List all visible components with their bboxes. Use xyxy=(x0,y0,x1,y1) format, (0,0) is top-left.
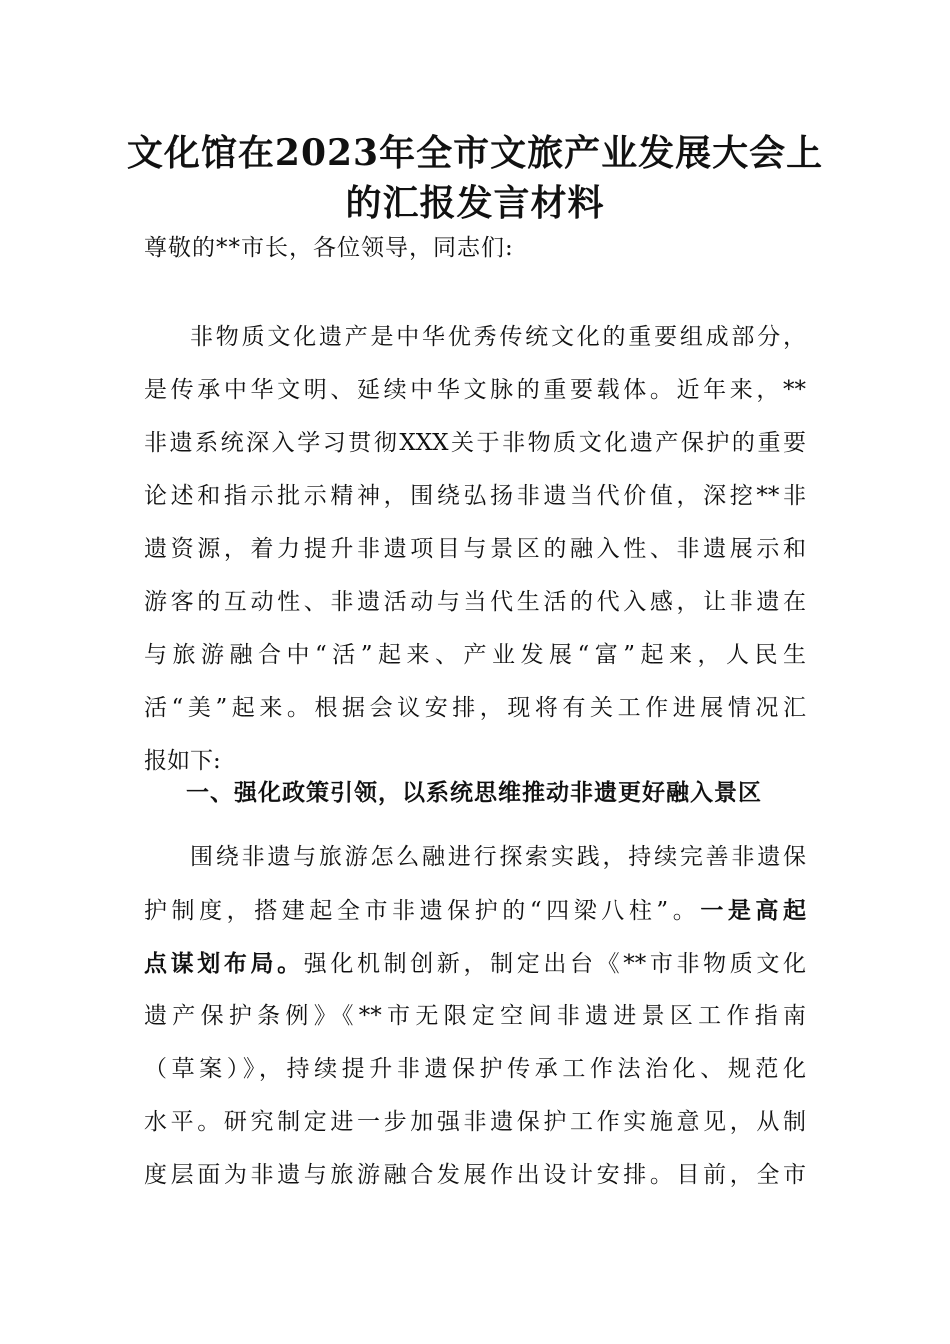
title-line-1: 文化馆在2023年全市文旅产业发展大会上 xyxy=(126,132,824,174)
paragraph-line xyxy=(144,884,806,937)
paragraph-line: 围绕非遗与旅游怎么融进行探索实践，持续完善非遗保 xyxy=(190,844,806,870)
title-line-2: 的汇报发言材料 xyxy=(345,182,605,224)
paragraph-section-1 xyxy=(144,831,806,1202)
section-heading-1: 一、强化政策引领，以系统思维推动非遗更好融入景区 xyxy=(186,779,762,806)
paragraph-line xyxy=(144,937,806,990)
paragraph-line: 游客的互动性、非遗活动与当代生活的代入感，让非遗在 xyxy=(144,589,806,615)
paragraph-line: 报如下: xyxy=(144,748,221,774)
paragraph-line: 是传承中华文明、延续中华文脉的重要载体。近年来，** xyxy=(144,377,806,403)
emphasis-text: 一是高起 xyxy=(700,897,806,924)
paragraph-intro xyxy=(144,311,806,788)
paragraph-line: 非物质文化遗产是中华优秀传统文化的重要组成部分， xyxy=(190,324,806,350)
paragraph-line: 水平。研究制定进一步加强非遗保护工作实施意见，从制 xyxy=(144,1109,806,1135)
document-title xyxy=(120,128,830,228)
paragraph-line: 与旅游融合中“活”起来、产业发展“富”起来，人民生 xyxy=(144,642,806,668)
paragraph-line: 度层面为非遗与旅游融合发展作出设计安排。目前，全市 xyxy=(144,1162,806,1188)
paragraph-line: 遗产保护条例》《**市无限定空间非遗进景区工作指南 xyxy=(144,1003,806,1029)
paragraph-line: 非遗系统深入学习贯彻XXX关于非物质文化遗产保护的重要 xyxy=(144,430,806,456)
paragraph-line: （草案）》，持续提升非遗保护传承工作法治化、规范化 xyxy=(144,1056,806,1082)
paragraph-line: 遗资源，着力提升非遗项目与景区的融入性、非遗展示和 xyxy=(144,536,806,562)
salutation: 尊敬的**市长，各位领导，同志们: xyxy=(144,235,514,261)
paragraph-line: 活“美”起来。根据会议安排，现将有关工作进展情况汇 xyxy=(144,695,806,721)
emphasis-text: 点谋划布局。 xyxy=(144,950,304,977)
paragraph-text: 强化机制创新，制定出台《**市非物质文化 xyxy=(303,951,806,977)
paragraph-line: 论述和指示批示精神，围绕弘扬非遗当代价值，深挖**非 xyxy=(144,483,806,509)
paragraph-text: 护制度，搭建起全市非遗保护的“四梁八柱”。 xyxy=(144,898,701,924)
